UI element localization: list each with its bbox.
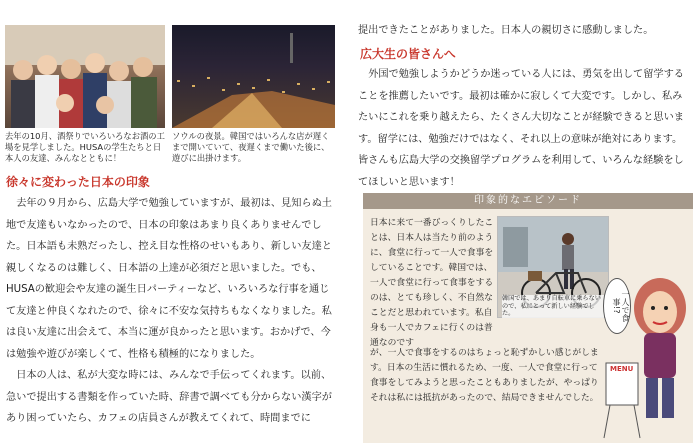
speech-bubble: 一人で食事!? bbox=[603, 278, 631, 334]
impression-paragraph-2: 日本の人は、私が大変な時には、みんなで手伝ってくれます。以前、急いで提出する書類を作っていた時、辞書で調べても分からない漢字があり困っていたら、カフェの店員さんが教えてくれて、時間までに bbox=[6, 370, 332, 424]
party-photo-caption: 去年の10月、酒祭りでいろいろなお酒の工場を見学しました。HUSAの学生たちと日本人の友達、みんなとともに！ bbox=[5, 131, 165, 163]
impression-paragraph-1: 去年の９月から、広島大学で勉強していますが、最初は、見知らぬ土地で友達もいなかったので、日本の印象はあまり良くありませんでした。日本語も未熟だったし、控え目な性格のせいもあり、新しい友達と親しくなるのは難しく、日本語の上達が必須だと思いました。でも、HUSAの歓迎会や友達の誕生日パーティーなど、いろいろな行事を通じて友達と仲良くなれたので、徐々に不安な気持ちもなくなりました。私は良い友達に出会えて、本当に運が良かったと思います。おかげで、今は勉強や遊びが楽しくて、性格も積極的になりました。 bbox=[6, 198, 332, 360]
episode-photo-caption: 韓国では、あまり自転車に乗らないので、私にとって新しい経験でした。 bbox=[502, 295, 604, 318]
party-photo bbox=[5, 25, 165, 128]
section-heading-message: 広大生の皆さんへ bbox=[360, 47, 456, 61]
message-paragraph: 外国で勉強しようかどうか迷っている人には、勇気を出して留学することを推薦したいです。最初は確かに寂しくて大変です。しかし、私みたいにこれを乗り越えたら、たくさん大切なことが経験できると思います。留学には、勉強だけではなく、それ以上の意味が絶対にあります。皆さんも広島大学の交換留学プログラムを利用して、いろんな経験をしてほしいと思います！ bbox=[358, 69, 684, 188]
continuation-line: 提出できたことがありました。日本人の親切さに感動しました。 bbox=[358, 25, 654, 36]
night-view-illustration bbox=[172, 25, 335, 128]
night-view-caption: ソウルの夜景。韓国ではいろんな店が遅くまで開いていて、夜遅くまで働いた後に、遊びに出掛けます。 bbox=[172, 131, 330, 163]
episode-photo bbox=[497, 216, 609, 318]
continuation-text bbox=[358, 20, 688, 42]
episode-text-continued: が、一人で食事をするのはちょっと恥ずかしい感じがします。日本の生活に慣れるため、一度、一人で食堂に行って食事をしてみようと思ったこともありましたが、やっぱりそれは私には抵抗があったので、結局できませんでした。 bbox=[370, 348, 599, 403]
section-impression-body bbox=[6, 193, 336, 430]
menu-sign-label: MENU bbox=[610, 365, 634, 373]
section-message-body bbox=[358, 64, 688, 215]
episode-title: 印象的なエピソード bbox=[363, 193, 693, 209]
night-view-photo bbox=[172, 25, 335, 128]
section-heading-impression: 徐々に変わった日本の印象 bbox=[6, 175, 150, 189]
party-photo-illustration bbox=[5, 25, 165, 128]
episode-text: 日本に来て一番びっくりしたことは、日本人は当たり前のように、食堂に行って一人で食事をしていることです。韓国では、一人で食堂に行って食事をするのは、とても珍しく、不自然なことだと思われています。私自身も一人でカフェに行くのは普通なのです bbox=[370, 218, 494, 346]
